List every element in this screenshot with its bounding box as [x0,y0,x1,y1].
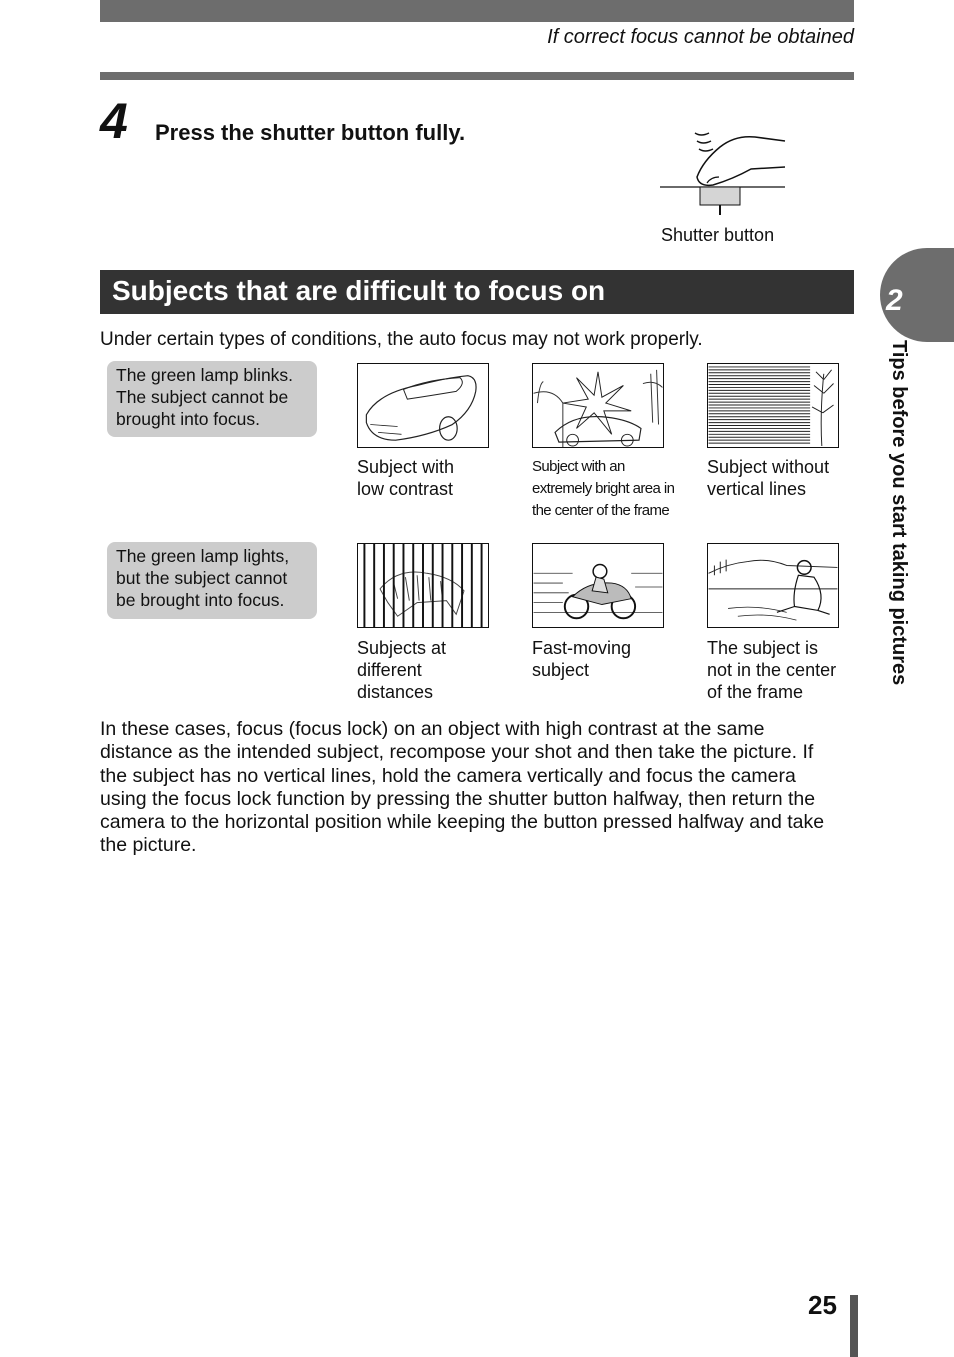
caption-line: extremely bright area in [532,480,675,497]
body-line: camera to the horizontal position while keeping the button pressed halfway and take [100,811,825,834]
callout-line: The green lamp lights, [116,546,290,566]
callout-line: but the subject cannot [116,568,288,588]
caption-line: of the frame [707,682,804,702]
callout-line: The green lamp blinks. [116,365,294,385]
example-caption [532,456,677,522]
callout-lamp-blinks [107,361,317,437]
example-caption [707,456,857,500]
callout-line: The subject cannot be [116,387,289,407]
caption-line: low contrast [357,479,454,499]
running-header: If correct focus cannot be obtained [547,26,854,48]
caption-line: Fast-moving [532,638,632,658]
step-instruction: Press the shutter button fully. [155,120,466,145]
example-caption [357,637,507,703]
example-caption [532,637,682,681]
caption-line: not in the center [707,660,837,680]
shutter-press-illustration [655,125,790,215]
section-title: Subjects that are difficult to focus on [112,275,606,306]
caption-line: different [357,660,422,680]
header-bar [100,0,854,22]
body-line: the picture. [100,834,197,857]
caption-line: Subject with [357,457,455,477]
low-contrast-car-image [357,363,489,448]
shutter-button-label: Shutter button [661,225,775,245]
chapter-title-vertical: Tips before you start taking pictures [888,340,910,686]
caption-line: The subject is [707,638,819,658]
callout-line: brought into focus. [116,409,260,429]
step-number: 4 [100,93,128,149]
caption-line: Subject with an [532,458,625,475]
page-marker-bar [850,1295,858,1357]
tiger-behind-bars-image [357,543,489,628]
chapter-number: 2 [886,284,903,317]
callout-lamp-lights [107,542,317,619]
motorcycle-image [532,543,664,628]
body-line: using the focus lock function by pressing the shutter button halfway, then return the [100,787,816,810]
caption-line: the center of the frame [532,502,670,519]
body-line: distance as the intended subject, recompose your shot and then take the picture. If [100,741,814,764]
section-intro: Under certain types of conditions, the auto focus may not work properly. [100,329,703,350]
caption-line: Subjects at [357,638,447,658]
caption-line: distances [357,682,434,702]
callout-line: be brought into focus. [116,590,285,610]
page-number: 25 [808,1290,837,1320]
header-rule [100,72,854,80]
caption-line: Subject without [707,457,830,477]
example-caption [707,637,857,703]
body-paragraph [100,718,860,858]
bright-center-car-image [532,363,664,448]
off-center-subject-image [707,543,839,628]
no-vertical-lines-image [707,363,839,448]
body-line: In these cases, focus (focus lock) on an object with high contrast at the same [100,718,765,740]
caption-line: subject [532,660,590,680]
example-caption [357,456,507,500]
body-line: the subject has no vertical lines, hold the camera vertically and focus the camera [100,764,796,787]
caption-line: vertical lines [707,479,807,499]
